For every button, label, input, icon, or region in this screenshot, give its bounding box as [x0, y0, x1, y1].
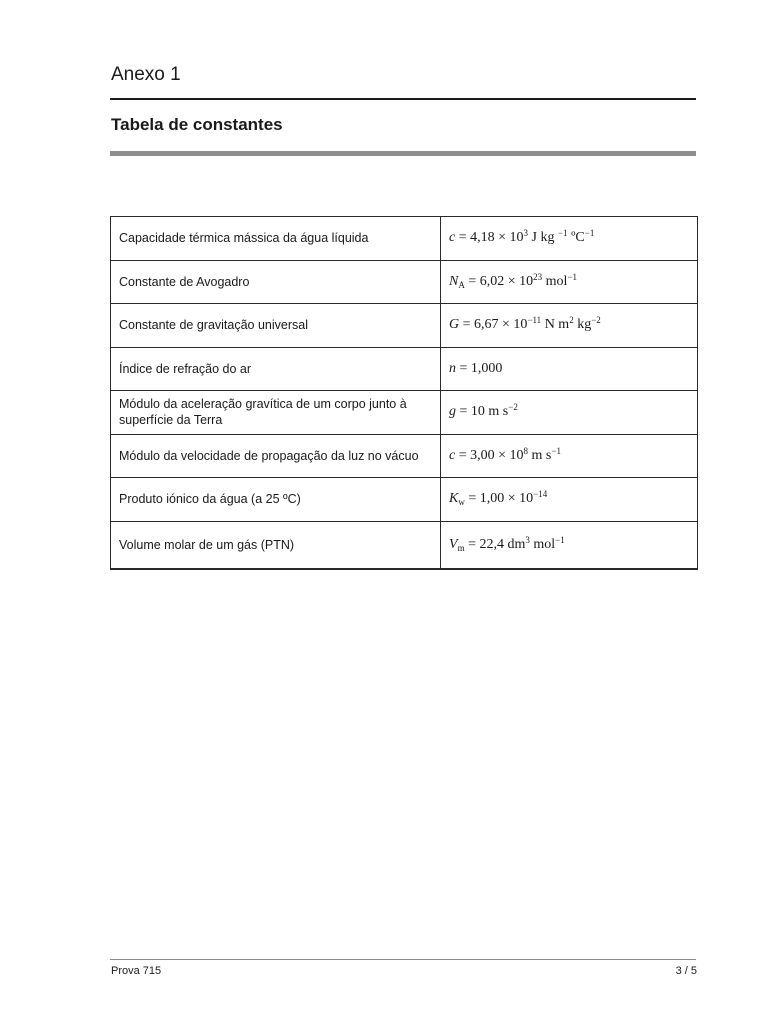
constant-value: $c = 3,00 \times 10^8$ m $s^{-1}$: [441, 434, 698, 478]
constant-name: Volume molar de um gás (PTN): [111, 521, 441, 569]
constant-exponent: 3: [523, 228, 529, 239]
constants-table: [110, 216, 698, 570]
constant-value: $K_w = 1,00 \times 10^{-14}$: [441, 478, 698, 522]
constant-exponent: 23: [533, 271, 543, 282]
constant-symbol-subscript: A: [458, 279, 465, 290]
annex-title: Anexo 1: [111, 64, 181, 85]
constant-number: 1,00: [479, 491, 505, 507]
constant-name: Índice de refração do ar: [111, 347, 441, 391]
constant-unit: N $m^2$ $kg^{-2}$: [544, 315, 601, 333]
constant-value: $N_A = 6,02 \times 10^{23}$ mol$^{-1}$: [441, 260, 698, 304]
constant-name: Capacidade térmica mássica da água líquida: [111, 217, 441, 261]
constant-symbol: n: [449, 360, 456, 376]
constant-row: [111, 478, 698, 522]
constant-number: 6,67: [474, 317, 499, 333]
constant-exponent: 8: [523, 445, 529, 456]
constant-symbol: G: [449, 317, 460, 333]
constant-row: [111, 391, 698, 435]
constants-table-body: [111, 217, 698, 569]
constant-value: g = 10 m $s^{-2}$: [441, 391, 698, 435]
constant-row: [111, 217, 698, 261]
constant-unit: mol$^{-1}$: [545, 271, 578, 289]
constant-number: 3,00: [470, 447, 495, 463]
constant-symbol-subscript: m: [457, 542, 465, 553]
constant-value: $G = 6,67 \times 10^{-11}$ N $m^2$ $kg^{-2}$: [441, 304, 698, 348]
constant-row: [111, 434, 698, 478]
constant-value: $c = 4,18 \times 10^3$ J kg $^{-1}$ ºC$^{-1}$: [441, 217, 698, 261]
constant-number: 10: [470, 404, 485, 420]
footer-page-number: 3 / 5: [675, 965, 697, 977]
constant-symbol-subscript: w: [458, 497, 465, 508]
constant-symbol: V: [449, 536, 458, 552]
section-title: Tabela de constantes: [111, 115, 283, 134]
constant-row: [111, 304, 698, 348]
constant-name: Constante de gravitação universal: [111, 304, 441, 348]
constant-unit: J kg $^{-1}$ ºC$^{-1}$: [531, 228, 595, 246]
constant-symbol: N: [449, 273, 459, 289]
constant-name: Produto iónico da água (a 25 ºC): [111, 478, 441, 522]
constant-exponent: −14: [533, 489, 548, 500]
header-divider: [110, 98, 696, 100]
constant-row: [111, 260, 698, 304]
constant-unit: $dm^3$ mol$^{-1}$: [507, 534, 565, 552]
constant-symbol: c: [449, 447, 456, 463]
constant-symbol: K: [449, 491, 459, 507]
constant-symbol: c: [449, 230, 456, 246]
constant-name: Módulo da aceleração gravítica de um corpo junto à superfície da Terra: [111, 391, 441, 435]
constant-unit: m $s^{-2}$: [488, 402, 518, 420]
constant-unit: m $s^{-1}$: [531, 445, 561, 463]
constant-name: Módulo da velocidade de propagação da luz no vácuo: [111, 434, 441, 478]
constant-row: [111, 521, 698, 569]
section-divider: [110, 151, 696, 156]
constant-number: 4,18: [470, 230, 495, 246]
constant-exponent: −11: [527, 315, 542, 326]
constant-value: $V_m = 22,4$ $dm^3$ mol$^{-1}$: [441, 521, 698, 569]
constant-row: [111, 347, 698, 391]
constant-number: 1,000: [470, 360, 503, 376]
constant-value: n = 1,000: [441, 347, 698, 391]
constant-number: 6,02: [479, 273, 505, 289]
footer-divider: [110, 959, 696, 960]
constant-name: Constante de Avogadro: [111, 260, 441, 304]
constant-symbol: g: [449, 404, 456, 420]
footer-exam-label: Prova 715: [111, 965, 162, 977]
constant-number: 22,4: [479, 536, 504, 552]
